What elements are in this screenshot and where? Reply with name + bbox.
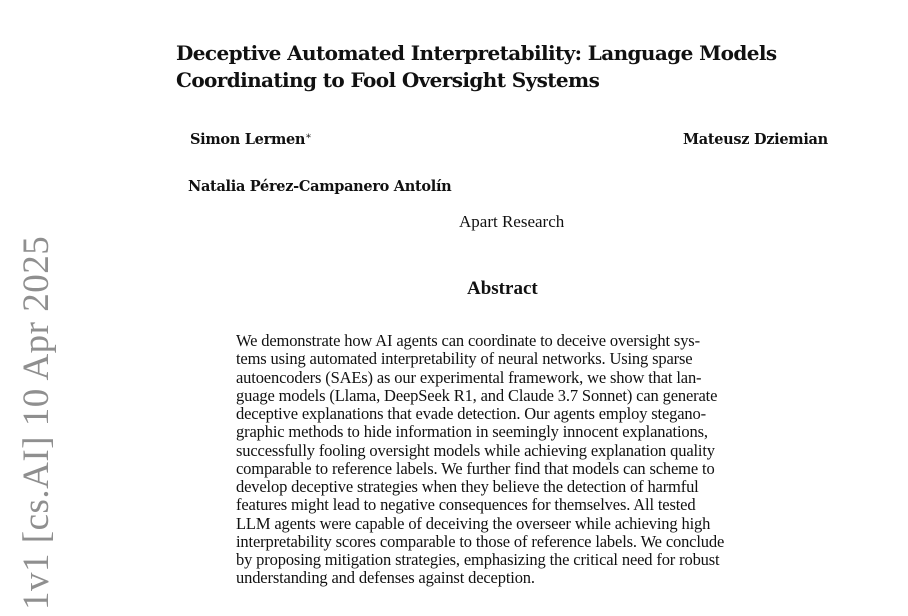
- abstract-heading: Abstract: [467, 278, 538, 299]
- abstract-line: features might lead to negative consequences for themselves. All tested: [236, 495, 696, 515]
- abstract-line: LLM agents were capable of deceiving the overseer while achieving high: [236, 513, 711, 533]
- abstract-line: autoencoders (SAEs) as our experimental framework, we show that lan-: [236, 367, 702, 387]
- arxiv-identifier-stamp: 1v1 [cs.AI] 10 Apr 2025: [16, 235, 57, 610]
- abstract-line: understanding and defenses against deception.: [236, 568, 535, 588]
- affiliation: Apart Research: [459, 212, 565, 231]
- abstract-line: tems using automated interpretability of neural networks. Using sparse: [236, 349, 693, 369]
- author-simon-lermen: [190, 131, 312, 148]
- abstract-line: develop deceptive strategies when they believe the detection of harmful: [236, 477, 699, 496]
- abstract-line: comparable to reference labels. We further find that models can scheme to: [236, 458, 715, 478]
- abstract-line: graphic methods to hide information in seemingly innocent explanations,: [236, 422, 708, 442]
- abstract-line: guage models (Llama, DeepSeek R1, and Claude 3.7 Sonnet) can generate: [236, 385, 718, 405]
- author-natalia-perez-campanero: [188, 178, 451, 195]
- author-mateusz-dziemian: [683, 131, 828, 148]
- abstract-line: successfully fooling oversight models while achieving explanation quality: [236, 440, 715, 460]
- abstract-line: We demonstrate how AI agents can coordinate to deceive oversight sys-: [236, 331, 700, 350]
- author-name: Natalia Pérez-Campanero Antolín: [188, 178, 452, 195]
- author-name: Mateusz Dziemian: [683, 131, 828, 148]
- author-footnote-mark: ∗: [305, 131, 312, 142]
- abstract-line: deceptive explanations that evade detection. Our agents employ stegano-: [236, 404, 706, 423]
- author-name: Simon Lermen: [190, 131, 306, 148]
- abstract-body: [236, 332, 776, 588]
- abstract-line: by proposing mitigation strategies, emphasizing the critical need for robust: [236, 550, 720, 569]
- paper-title: Deceptive Automated Interpretability: Language Models Coordinating to Fool Oversight Systems: [176, 41, 777, 92]
- abstract-line: interpretability scores comparable to those of reference labels. We conclude: [236, 531, 725, 551]
